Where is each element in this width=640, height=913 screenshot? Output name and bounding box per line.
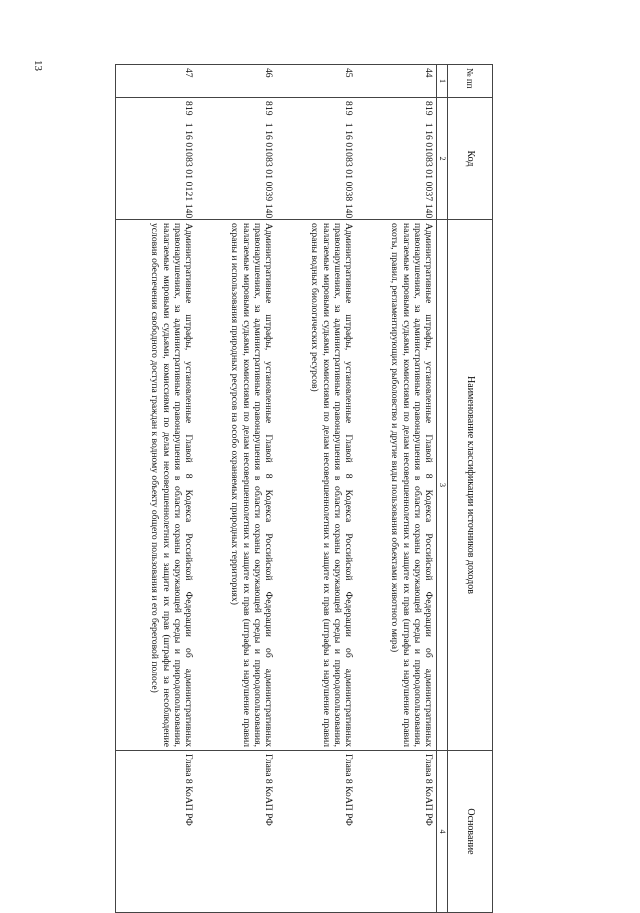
admin-code: 819 xyxy=(183,101,194,116)
table-row xyxy=(196,65,276,913)
table-row xyxy=(276,65,356,913)
row-name: Административные штрафы, установленные Главой 8 Кодекса Российской Федерации об административных правонарушениях, за административные правонарушения в области охраны окружающей среды и природопользования, налагаемые мировыми судьями, комиссиями по делам несовершеннолетних и защите их прав (штрафы за несоблюдение условия обеспечения свободного доступа граждан к водному объекту общего пользования и его береговой полосе) xyxy=(116,220,197,751)
header-row xyxy=(448,65,493,913)
row-name: Административные штрафы, установленные Главой 8 Кодекса Российской Федерации об административных правонарушениях, за административные правонарушения в области охраны окружающей среды и природопользования, налагаемые мировыми судьями, комиссиями по делам несовершеннолетних и защите их прав (штрафы за нарушение правил охраны и использования природных ресурсов на особо охраняемых природных территориях) xyxy=(196,220,276,751)
header-basis: Основание xyxy=(448,751,493,913)
row-name: Административные штрафы, установленные Главой 8 Кодекса Российской Федерации об административных правонарушениях, за административные правонарушения в области охраны окружающей среды и природопользования, налагаемые мировыми судьями, комиссиями по делам несовершеннолетних и защите их прав (штрафы за нарушение правил охоты, правил, регламентирующих рыболовство и другие виды пользования объектами животного мира) xyxy=(356,220,437,751)
row-basis: Глава 8 КоАП РФ xyxy=(116,751,197,913)
row-code xyxy=(196,98,276,220)
column-number-row xyxy=(437,65,448,913)
row-code xyxy=(116,98,197,220)
income-code: 1 16 01083 01 0038 140 xyxy=(343,122,354,219)
row-basis: Глава 8 КоАП РФ xyxy=(356,751,437,913)
row-basis: Глава 8 КоАП РФ xyxy=(276,751,356,913)
income-code: 1 16 01083 01 0121 140 xyxy=(183,122,194,219)
column-number: 1 xyxy=(437,65,448,98)
admin-code: 819 xyxy=(263,101,274,116)
table-row xyxy=(116,65,197,913)
column-number: 2 xyxy=(437,98,448,220)
table-row xyxy=(356,65,437,913)
row-code xyxy=(276,98,356,220)
admin-code: 819 xyxy=(343,101,354,116)
column-number: 3 xyxy=(437,220,448,751)
income-sources-table xyxy=(115,64,493,913)
row-num: 44 xyxy=(356,65,437,98)
header-name: Наименование классификации источников доходов xyxy=(448,220,493,751)
row-num: 46 xyxy=(196,65,276,98)
page-number: 13 xyxy=(32,60,44,71)
header-num: № пп xyxy=(448,65,493,98)
income-code: 1 16 01083 01 0039 140 xyxy=(263,122,274,219)
column-number: 4 xyxy=(437,751,448,913)
row-name: Административные штрафы, установленные Главой 8 Кодекса Российской Федерации об административных правонарушениях, за административные правонарушения в области охраны окружающей среды и природопользования, налагаемые мировыми судьями, комиссиями по делам несовершеннолетних и защите их прав (штрафы за нарушение правил охраны водных биологических ресурсов) xyxy=(276,220,356,751)
rotated-page xyxy=(88,64,493,884)
row-num: 47 xyxy=(116,65,197,98)
row-basis: Глава 8 КоАП РФ xyxy=(196,751,276,913)
income-code: 1 16 01083 01 0037 140 xyxy=(423,122,434,219)
admin-code: 819 xyxy=(423,101,434,116)
header-code: Код xyxy=(448,98,493,220)
row-code xyxy=(356,98,437,220)
row-num: 45 xyxy=(276,65,356,98)
